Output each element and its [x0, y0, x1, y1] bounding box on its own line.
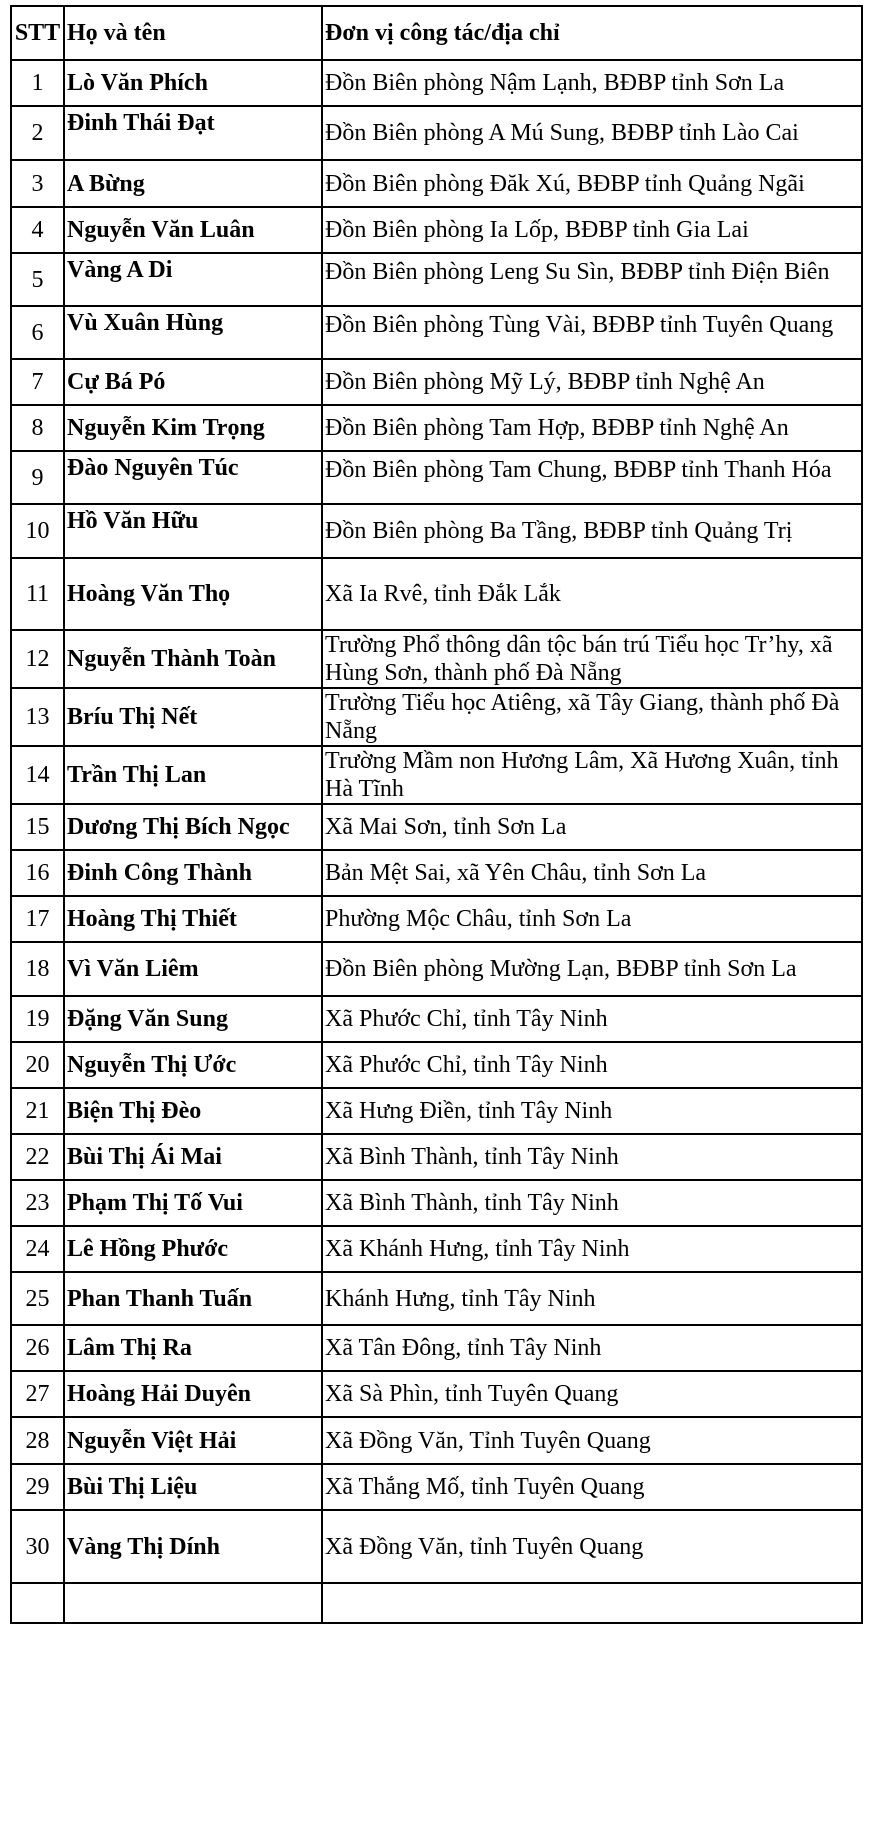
table-row	[11, 804, 862, 850]
header-address: Đơn vị công tác/địa chỉ	[322, 6, 862, 60]
recipients-table	[10, 5, 863, 1624]
row-stt: 13	[11, 688, 64, 746]
row-name-empty	[64, 1583, 322, 1623]
row-address: Đồn Biên phòng Tam Chung, BĐBP tỉnh Thanh Hóa	[322, 451, 862, 504]
row-address: Đồn Biên phòng Đăk Xú, BĐBP tỉnh Quảng Ngãi	[322, 160, 862, 207]
row-address: Xã Thắng Mố, tỉnh Tuyên Quang	[322, 1464, 862, 1510]
table-row-partial	[11, 1583, 862, 1623]
row-name: Phan Thanh Tuấn	[64, 1272, 322, 1325]
row-name: Hoàng Thị Thiết	[64, 896, 322, 942]
row-stt: 26	[11, 1325, 64, 1371]
row-address: Xã Mai Sơn, tỉnh Sơn La	[322, 804, 862, 850]
row-stt: 6	[11, 306, 64, 359]
table-row	[11, 996, 862, 1042]
row-address: Xã Phước Chỉ, tỉnh Tây Ninh	[322, 996, 862, 1042]
row-stt: 3	[11, 160, 64, 207]
row-address: Xã Tân Đông, tỉnh Tây Ninh	[322, 1325, 862, 1371]
row-name: Vàng Thị Dính	[64, 1510, 322, 1583]
row-stt: 8	[11, 405, 64, 451]
row-stt: 19	[11, 996, 64, 1042]
row-stt: 4	[11, 207, 64, 253]
row-name: Vàng A Di	[64, 253, 322, 306]
row-address: Đồn Biên phòng Tam Hợp, BĐBP tỉnh Nghệ An	[322, 405, 862, 451]
row-stt: 14	[11, 746, 64, 804]
table-row	[11, 1226, 862, 1272]
row-address: Đồn Biên phòng Mỹ Lý, BĐBP tỉnh Nghệ An	[322, 359, 862, 405]
row-stt: 12	[11, 630, 64, 688]
row-address: Xã Phước Chỉ, tỉnh Tây Ninh	[322, 1042, 862, 1088]
row-stt: 1	[11, 60, 64, 106]
header-stt: STT	[11, 6, 64, 60]
row-stt: 16	[11, 850, 64, 896]
row-stt: 29	[11, 1464, 64, 1510]
row-stt: 7	[11, 359, 64, 405]
row-name: Đinh Công Thành	[64, 850, 322, 896]
row-name: Nguyễn Văn Luân	[64, 207, 322, 253]
row-name: Nguyễn Thành Toàn	[64, 630, 322, 688]
row-address: Xã Ia Rvê, tỉnh Đắk Lắk	[322, 558, 862, 630]
row-address: Phường Mộc Châu, tỉnh Sơn La	[322, 896, 862, 942]
row-name: Biện Thị Đèo	[64, 1088, 322, 1134]
row-name: Vù Xuân Hùng	[64, 306, 322, 359]
table-row	[11, 1088, 862, 1134]
row-address: Xã Bình Thành, tỉnh Tây Ninh	[322, 1134, 862, 1180]
row-name: Dương Thị Bích Ngọc	[64, 804, 322, 850]
table-row	[11, 359, 862, 405]
row-stt: 10	[11, 504, 64, 558]
row-stt: 17	[11, 896, 64, 942]
row-name: Bríu Thị Nết	[64, 688, 322, 746]
row-stt: 27	[11, 1371, 64, 1417]
table-row	[11, 850, 862, 896]
table-row	[11, 1325, 862, 1371]
row-address: Đồn Biên phòng Nậm Lạnh, BĐBP tỉnh Sơn La	[322, 60, 862, 106]
table-row	[11, 1134, 862, 1180]
row-name: Bùi Thị Liệu	[64, 1464, 322, 1510]
table-row	[11, 942, 862, 996]
table-row	[11, 1371, 862, 1417]
table-row	[11, 1464, 862, 1510]
row-name: Lò Văn Phích	[64, 60, 322, 106]
row-name: Lâm Thị Ra	[64, 1325, 322, 1371]
row-address: Đồn Biên phòng Ba Tầng, BĐBP tỉnh Quảng Trị	[322, 504, 862, 558]
table-row	[11, 207, 862, 253]
row-address: Khánh Hưng, tỉnh Tây Ninh	[322, 1272, 862, 1325]
row-stt: 9	[11, 451, 64, 504]
row-stt: 20	[11, 1042, 64, 1088]
table-row	[11, 160, 862, 207]
row-stt: 21	[11, 1088, 64, 1134]
table-row	[11, 253, 862, 306]
table-header-row	[11, 6, 862, 60]
table-row	[11, 504, 862, 558]
row-name: Cự Bá Pó	[64, 359, 322, 405]
table-row	[11, 558, 862, 630]
row-stt: 24	[11, 1226, 64, 1272]
row-stt-empty	[11, 1583, 64, 1623]
row-name: Hoàng Văn Thọ	[64, 558, 322, 630]
row-name: Hoàng Hải Duyên	[64, 1371, 322, 1417]
row-address-empty	[322, 1583, 862, 1623]
row-address: Trường Mầm non Hương Lâm, Xã Hương Xuân, tỉnh Hà Tĩnh	[322, 746, 862, 804]
row-address: Đồn Biên phòng A Mú Sung, BĐBP tỉnh Lào Cai	[322, 106, 862, 160]
table-row	[11, 1272, 862, 1325]
row-stt: 22	[11, 1134, 64, 1180]
table-row	[11, 688, 862, 746]
row-name: Đặng Văn Sung	[64, 996, 322, 1042]
row-stt: 5	[11, 253, 64, 306]
row-address: Xã Hưng Điền, tỉnh Tây Ninh	[322, 1088, 862, 1134]
row-address: Đồn Biên phòng Ia Lốp, BĐBP tỉnh Gia Lai	[322, 207, 862, 253]
row-name: Nguyễn Thị Ước	[64, 1042, 322, 1088]
row-name: Bùi Thị Ái Mai	[64, 1134, 322, 1180]
row-address: Xã Đồng Văn, tỉnh Tuyên Quang	[322, 1510, 862, 1583]
row-address: Trường Tiểu học Atiêng, xã Tây Giang, thành phố Đà Nẵng	[322, 688, 862, 746]
row-address: Xã Khánh Hưng, tỉnh Tây Ninh	[322, 1226, 862, 1272]
table-row	[11, 1417, 862, 1464]
row-stt: 28	[11, 1417, 64, 1464]
row-name: Trần Thị Lan	[64, 746, 322, 804]
table-row	[11, 1510, 862, 1583]
row-stt: 23	[11, 1180, 64, 1226]
row-address: Xã Sà Phìn, tỉnh Tuyên Quang	[322, 1371, 862, 1417]
table-row	[11, 451, 862, 504]
row-name: A Bừng	[64, 160, 322, 207]
row-name: Nguyễn Kim Trọng	[64, 405, 322, 451]
table-row	[11, 106, 862, 160]
row-stt: 25	[11, 1272, 64, 1325]
row-address: Đồn Biên phòng Tùng Vài, BĐBP tỉnh Tuyên Quang	[322, 306, 862, 359]
row-stt: 11	[11, 558, 64, 630]
table-row	[11, 630, 862, 688]
table-row	[11, 1042, 862, 1088]
row-address: Đồn Biên phòng Leng Su Sìn, BĐBP tỉnh Điện Biên	[322, 253, 862, 306]
table-row	[11, 60, 862, 106]
row-name: Phạm Thị Tố Vui	[64, 1180, 322, 1226]
table-row	[11, 746, 862, 804]
row-stt: 2	[11, 106, 64, 160]
row-address: Xã Đồng Văn, Tỉnh Tuyên Quang	[322, 1417, 862, 1464]
row-address: Trường Phổ thông dân tộc bán trú Tiểu học Tr’hy, xã Hùng Sơn, thành phố Đà Nẵng	[322, 630, 862, 688]
row-stt: 30	[11, 1510, 64, 1583]
table-row	[11, 896, 862, 942]
row-address: Bản Mệt Sai, xã Yên Châu, tỉnh Sơn La	[322, 850, 862, 896]
table-row	[11, 306, 862, 359]
row-stt: 15	[11, 804, 64, 850]
row-address: Đồn Biên phòng Mường Lạn, BĐBP tỉnh Sơn La	[322, 942, 862, 996]
header-name: Họ và tên	[64, 6, 322, 60]
row-name: Đào Nguyên Túc	[64, 451, 322, 504]
row-name: Lê Hồng Phước	[64, 1226, 322, 1272]
table-row	[11, 1180, 862, 1226]
table-row	[11, 405, 862, 451]
row-stt: 18	[11, 942, 64, 996]
row-name: Đinh Thái Đạt	[64, 106, 322, 160]
row-name: Hồ Văn Hữu	[64, 504, 322, 558]
row-address: Xã Bình Thành, tỉnh Tây Ninh	[322, 1180, 862, 1226]
row-name: Nguyễn Việt Hải	[64, 1417, 322, 1464]
row-name: Vì Văn Liêm	[64, 942, 322, 996]
